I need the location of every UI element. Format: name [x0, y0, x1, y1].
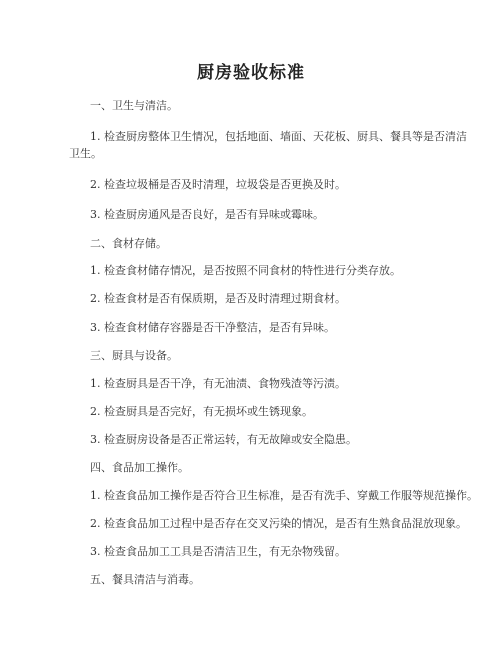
paragraph-line: 3. 检查食品加工工具是否清洁卫生，有无杂物残留。: [90, 545, 346, 558]
section-heading-storage: 二、食材存储。: [90, 237, 167, 250]
paragraph-line: 2. 检查食材是否有保质期，是否及时清理过期食材。: [90, 292, 346, 305]
document-title: 厨房验收标准: [197, 63, 305, 83]
paragraph-line: 1. 检查食材储存情况，是否按照不同食材的特性进行分类存放。: [90, 264, 401, 277]
paragraph-line: 2. 检查厨具是否完好，有无损坏或生锈现象。: [90, 405, 313, 418]
paragraph-line: 3. 检查食材储存容器是否干净整洁，是否有异味。: [90, 321, 335, 334]
paragraph-line: 1. 检查厨具是否干净，有无油渍、食物残渣等污渍。: [90, 377, 346, 390]
paragraph-line: 1. 检查食品加工操作是否符合卫生标准，是否有洗手、穿戴工作服等规范操作。: [90, 489, 478, 502]
section-heading-hygiene: 一、卫生与清洁。: [90, 99, 178, 112]
paragraph-line: 1. 检查厨房整体卫生情况，包括地面、墙面、天花板、厨具、餐具等是否清洁: [90, 130, 467, 143]
paragraph-line: 3. 检查厨房通风是否良好，是否有异味或霉味。: [90, 208, 324, 221]
section-heading-equipment: 三、厨具与设备。: [90, 349, 178, 362]
paragraph-line: 2. 检查垃圾桶是否及时清理，垃圾袋是否更换及时。: [90, 178, 346, 191]
paragraph-line: 3. 检查厨房设备是否正常运转，有无故障或安全隐患。: [90, 433, 357, 446]
paragraph-line: 卫生。: [69, 147, 102, 160]
section-heading-food-processing: 四、食品加工操作。: [90, 461, 189, 474]
paragraph-line: 2. 检查食品加工过程中是否存在交叉污染的情况，是否有生熟食品混放现象。: [90, 517, 467, 530]
section-heading-tableware: 五、餐具清洁与消毒。: [90, 573, 200, 586]
